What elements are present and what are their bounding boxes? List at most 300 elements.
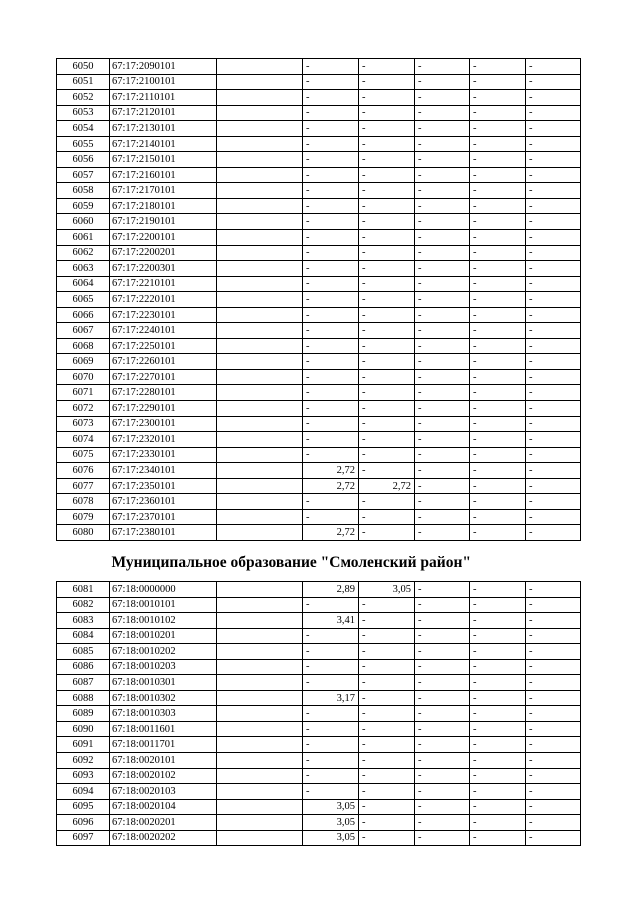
description-cell	[217, 463, 303, 479]
value-cell-4: -	[470, 768, 526, 784]
value-cell-2: -	[359, 784, 415, 800]
value-cell-2: -	[359, 292, 415, 308]
table-row	[57, 276, 581, 292]
value-cell-1: -	[303, 152, 359, 168]
table-row	[57, 768, 581, 784]
cadastral-code-cell: 67:17:2210101	[110, 276, 217, 292]
table-row	[57, 525, 581, 541]
row-number-cell: 6070	[57, 369, 110, 385]
value-cell-1: -	[303, 644, 359, 660]
cadastral-code-cell: 67:17:2350101	[110, 478, 217, 494]
row-number-cell: 6090	[57, 721, 110, 737]
value-cell-5: -	[526, 830, 581, 846]
table-row	[57, 644, 581, 660]
value-cell-1: -	[303, 416, 359, 432]
value-cell-4: -	[470, 494, 526, 510]
value-cell-2: -	[359, 136, 415, 152]
row-number-cell: 6068	[57, 338, 110, 354]
value-cell-2: -	[359, 675, 415, 691]
cadastral-code-cell: 67:17:2270101	[110, 369, 217, 385]
value-cell-3: -	[415, 323, 470, 339]
value-cell-4: -	[470, 152, 526, 168]
value-cell-2: -	[359, 690, 415, 706]
description-cell	[217, 198, 303, 214]
value-cell-4: -	[470, 525, 526, 541]
value-cell-4: -	[470, 59, 526, 75]
value-cell-5: -	[526, 245, 581, 261]
value-cell-1: -	[303, 276, 359, 292]
value-cell-2: -	[359, 737, 415, 753]
table-row	[57, 706, 581, 722]
cadastral-code-cell: 67:18:0010302	[110, 690, 217, 706]
description-cell	[217, 525, 303, 541]
row-number-cell: 6082	[57, 597, 110, 613]
value-cell-1: 3,05	[303, 815, 359, 831]
table-row	[57, 369, 581, 385]
value-cell-5: -	[526, 214, 581, 230]
value-cell-2: -	[359, 447, 415, 463]
table-row	[57, 509, 581, 525]
table-row	[57, 447, 581, 463]
value-cell-2: -	[359, 105, 415, 121]
value-cell-5: -	[526, 105, 581, 121]
value-cell-5: -	[526, 230, 581, 246]
cadastral-code-cell: 67:18:0020103	[110, 784, 217, 800]
value-cell-3: -	[415, 136, 470, 152]
value-cell-3: -	[415, 432, 470, 448]
value-cell-2: -	[359, 385, 415, 401]
description-cell	[217, 830, 303, 846]
value-cell-4: -	[470, 597, 526, 613]
value-cell-3: -	[415, 152, 470, 168]
table-row	[57, 494, 581, 510]
value-cell-2: -	[359, 432, 415, 448]
value-cell-2: -	[359, 768, 415, 784]
value-cell-4: -	[470, 198, 526, 214]
value-cell-2: -	[359, 494, 415, 510]
table-row	[57, 59, 581, 75]
cadastral-code-cell: 67:17:2290101	[110, 401, 217, 417]
value-cell-3: -	[415, 354, 470, 370]
value-cell-1: -	[303, 369, 359, 385]
value-cell-5: -	[526, 478, 581, 494]
row-number-cell: 6076	[57, 463, 110, 479]
value-cell-1: -	[303, 307, 359, 323]
document-page	[56, 58, 580, 846]
cadastral-code-cell: 67:18:0010203	[110, 659, 217, 675]
value-cell-3: -	[415, 659, 470, 675]
description-cell	[217, 799, 303, 815]
table-row	[57, 737, 581, 753]
value-cell-2: -	[359, 416, 415, 432]
description-cell	[217, 338, 303, 354]
value-cell-4: -	[470, 581, 526, 597]
cadastral-code-cell: 67:18:0020201	[110, 815, 217, 831]
table-row	[57, 292, 581, 308]
value-cell-3: -	[415, 261, 470, 277]
description-cell	[217, 90, 303, 106]
value-cell-3: -	[415, 385, 470, 401]
row-number-cell: 6093	[57, 768, 110, 784]
description-cell	[217, 261, 303, 277]
row-number-cell: 6064	[57, 276, 110, 292]
value-cell-2: -	[359, 183, 415, 199]
description-cell	[217, 706, 303, 722]
value-cell-3: -	[415, 675, 470, 691]
description-cell	[217, 369, 303, 385]
description-cell	[217, 74, 303, 90]
cadastral-code-cell: 67:17:2280101	[110, 385, 217, 401]
value-cell-4: -	[470, 261, 526, 277]
value-cell-5: -	[526, 784, 581, 800]
description-cell	[217, 628, 303, 644]
row-number-cell: 6065	[57, 292, 110, 308]
description-cell	[217, 152, 303, 168]
cadastral-code-cell: 67:17:2300101	[110, 416, 217, 432]
description-cell	[217, 784, 303, 800]
value-cell-3: -	[415, 494, 470, 510]
value-cell-4: -	[470, 432, 526, 448]
value-cell-3: -	[415, 628, 470, 644]
description-cell	[217, 478, 303, 494]
value-cell-2: -	[359, 830, 415, 846]
description-cell	[217, 245, 303, 261]
value-cell-1: -	[303, 261, 359, 277]
value-cell-5: -	[526, 737, 581, 753]
value-cell-5: -	[526, 628, 581, 644]
table-row	[57, 230, 581, 246]
value-cell-3: -	[415, 784, 470, 800]
value-cell-2: -	[359, 167, 415, 183]
value-cell-2: -	[359, 463, 415, 479]
value-cell-1: -	[303, 737, 359, 753]
value-cell-4: -	[470, 276, 526, 292]
value-cell-1: -	[303, 385, 359, 401]
value-cell-4: -	[470, 385, 526, 401]
value-cell-3: -	[415, 463, 470, 479]
row-number-cell: 6078	[57, 494, 110, 510]
description-cell	[217, 613, 303, 629]
value-cell-5: -	[526, 307, 581, 323]
row-number-cell: 6061	[57, 230, 110, 246]
row-number-cell: 6091	[57, 737, 110, 753]
value-cell-3: -	[415, 690, 470, 706]
description-cell	[217, 721, 303, 737]
description-cell	[217, 416, 303, 432]
value-cell-3: -	[415, 752, 470, 768]
value-cell-5: -	[526, 136, 581, 152]
value-cell-1: 3,17	[303, 690, 359, 706]
value-cell-4: -	[470, 447, 526, 463]
value-cell-1: -	[303, 105, 359, 121]
value-cell-3: -	[415, 644, 470, 660]
value-cell-5: -	[526, 74, 581, 90]
table-row	[57, 675, 581, 691]
table-row	[57, 478, 581, 494]
value-cell-3: -	[415, 509, 470, 525]
description-cell	[217, 307, 303, 323]
value-cell-4: -	[470, 323, 526, 339]
row-number-cell: 6097	[57, 830, 110, 846]
row-number-cell: 6069	[57, 354, 110, 370]
cadastral-code-cell: 67:17:2120101	[110, 105, 217, 121]
table-row	[57, 799, 581, 815]
value-cell-2: -	[359, 525, 415, 541]
cadastral-code-cell: 67:17:2220101	[110, 292, 217, 308]
description-cell	[217, 644, 303, 660]
cadastral-code-cell: 67:17:2260101	[110, 354, 217, 370]
value-cell-2: 3,05	[359, 581, 415, 597]
value-cell-4: -	[470, 815, 526, 831]
description-cell	[217, 675, 303, 691]
value-cell-4: -	[470, 401, 526, 417]
row-number-cell: 6089	[57, 706, 110, 722]
table-row	[57, 338, 581, 354]
value-cell-2: 2,72	[359, 478, 415, 494]
value-cell-4: -	[470, 90, 526, 106]
value-cell-1: -	[303, 183, 359, 199]
value-cell-3: -	[415, 183, 470, 199]
value-cell-1: 2,72	[303, 525, 359, 541]
value-cell-4: -	[470, 737, 526, 753]
value-cell-2: -	[359, 230, 415, 246]
table-row	[57, 613, 581, 629]
value-cell-3: -	[415, 121, 470, 137]
value-cell-3: -	[415, 338, 470, 354]
row-number-cell: 6053	[57, 105, 110, 121]
value-cell-2: -	[359, 721, 415, 737]
cadastral-code-cell: 67:17:2110101	[110, 90, 217, 106]
row-number-cell: 6051	[57, 74, 110, 90]
value-cell-1: -	[303, 768, 359, 784]
value-cell-2: -	[359, 245, 415, 261]
description-cell	[217, 323, 303, 339]
row-number-cell: 6062	[57, 245, 110, 261]
value-cell-4: -	[470, 354, 526, 370]
table-row	[57, 214, 581, 230]
row-number-cell: 6081	[57, 581, 110, 597]
cadastral-code-cell: 67:17:2130101	[110, 121, 217, 137]
value-cell-5: -	[526, 276, 581, 292]
value-cell-5: -	[526, 121, 581, 137]
value-cell-1: -	[303, 245, 359, 261]
value-cell-3: -	[415, 105, 470, 121]
value-cell-5: -	[526, 447, 581, 463]
value-cell-1: 3,41	[303, 613, 359, 629]
row-number-cell: 6059	[57, 198, 110, 214]
value-cell-4: -	[470, 245, 526, 261]
value-cell-1: -	[303, 323, 359, 339]
value-cell-4: -	[470, 690, 526, 706]
value-cell-3: -	[415, 292, 470, 308]
table-row	[57, 581, 581, 597]
value-cell-5: -	[526, 463, 581, 479]
value-cell-1: -	[303, 706, 359, 722]
description-cell	[217, 581, 303, 597]
value-cell-4: -	[470, 167, 526, 183]
value-cell-5: -	[526, 385, 581, 401]
description-cell	[217, 690, 303, 706]
row-number-cell: 6087	[57, 675, 110, 691]
value-cell-3: -	[415, 416, 470, 432]
value-cell-1: -	[303, 659, 359, 675]
value-cell-4: -	[470, 74, 526, 90]
value-cell-3: -	[415, 815, 470, 831]
cadastral-code-cell: 67:18:0010101	[110, 597, 217, 613]
value-cell-3: -	[415, 167, 470, 183]
section-header-row	[57, 540, 581, 581]
cadastral-code-cell: 67:17:2340101	[110, 463, 217, 479]
table-row	[57, 152, 581, 168]
value-cell-3: -	[415, 768, 470, 784]
table-row	[57, 354, 581, 370]
value-cell-5: -	[526, 338, 581, 354]
value-cell-1: 2,89	[303, 581, 359, 597]
description-cell	[217, 768, 303, 784]
value-cell-3: -	[415, 59, 470, 75]
description-cell	[217, 230, 303, 246]
value-cell-3: -	[415, 245, 470, 261]
value-cell-5: -	[526, 323, 581, 339]
value-cell-1: -	[303, 198, 359, 214]
value-cell-5: -	[526, 509, 581, 525]
row-number-cell: 6050	[57, 59, 110, 75]
cadastral-code-cell: 67:18:0010202	[110, 644, 217, 660]
value-cell-5: -	[526, 799, 581, 815]
value-cell-4: -	[470, 105, 526, 121]
table-row	[57, 690, 581, 706]
table-row	[57, 416, 581, 432]
value-cell-4: -	[470, 214, 526, 230]
table-row	[57, 597, 581, 613]
value-cell-5: -	[526, 597, 581, 613]
cadastral-code-cell: 67:18:0010303	[110, 706, 217, 722]
description-cell	[217, 292, 303, 308]
cadastral-code-cell: 67:17:2230101	[110, 307, 217, 323]
row-number-cell: 6079	[57, 509, 110, 525]
description-cell	[217, 659, 303, 675]
value-cell-3: -	[415, 369, 470, 385]
row-number-cell: 6052	[57, 90, 110, 106]
value-cell-2: -	[359, 276, 415, 292]
value-cell-5: -	[526, 59, 581, 75]
row-number-cell: 6083	[57, 613, 110, 629]
table-row	[57, 261, 581, 277]
value-cell-2: -	[359, 628, 415, 644]
cadastral-code-cell: 67:18:0010201	[110, 628, 217, 644]
value-cell-2: -	[359, 799, 415, 815]
value-cell-1: -	[303, 784, 359, 800]
value-cell-1: -	[303, 752, 359, 768]
value-cell-4: -	[470, 292, 526, 308]
value-cell-3: -	[415, 597, 470, 613]
table-row	[57, 136, 581, 152]
value-cell-2: -	[359, 323, 415, 339]
value-cell-4: -	[470, 369, 526, 385]
value-cell-5: -	[526, 706, 581, 722]
value-cell-2: -	[359, 644, 415, 660]
row-number-cell: 6075	[57, 447, 110, 463]
value-cell-5: -	[526, 416, 581, 432]
value-cell-1: -	[303, 509, 359, 525]
value-cell-2: -	[359, 752, 415, 768]
cadastral-code-cell: 67:17:2380101	[110, 525, 217, 541]
cadastral-code-cell: 67:17:2180101	[110, 198, 217, 214]
cadastral-code-cell: 67:18:0010301	[110, 675, 217, 691]
description-cell	[217, 597, 303, 613]
cadastral-code-cell: 67:18:0020102	[110, 768, 217, 784]
row-number-cell: 6084	[57, 628, 110, 644]
value-cell-2: -	[359, 261, 415, 277]
table-row	[57, 323, 581, 339]
table-row	[57, 815, 581, 831]
cadastral-code-cell: 67:18:0020101	[110, 752, 217, 768]
value-cell-5: -	[526, 152, 581, 168]
row-number-cell: 6063	[57, 261, 110, 277]
cadastral-code-cell: 67:18:0010102	[110, 613, 217, 629]
value-cell-4: -	[470, 136, 526, 152]
value-cell-5: -	[526, 752, 581, 768]
value-cell-4: -	[470, 416, 526, 432]
value-cell-5: -	[526, 90, 581, 106]
cadastral-code-cell: 67:17:2200101	[110, 230, 217, 246]
value-cell-4: -	[470, 121, 526, 137]
table-row	[57, 198, 581, 214]
value-cell-5: -	[526, 494, 581, 510]
value-cell-5: -	[526, 198, 581, 214]
value-cell-5: -	[526, 721, 581, 737]
value-cell-4: -	[470, 628, 526, 644]
value-cell-3: -	[415, 478, 470, 494]
value-cell-2: -	[359, 74, 415, 90]
value-cell-1: 2,72	[303, 463, 359, 479]
value-cell-5: -	[526, 369, 581, 385]
value-cell-4: -	[470, 230, 526, 246]
value-cell-2: -	[359, 338, 415, 354]
value-cell-3: -	[415, 721, 470, 737]
value-cell-1: -	[303, 354, 359, 370]
value-cell-1: 2,72	[303, 478, 359, 494]
value-cell-4: -	[470, 463, 526, 479]
value-cell-1: -	[303, 121, 359, 137]
value-cell-5: -	[526, 292, 581, 308]
cadastral-code-cell: 67:17:2190101	[110, 214, 217, 230]
value-cell-2: -	[359, 307, 415, 323]
value-cell-5: -	[526, 581, 581, 597]
cadastral-code-cell: 67:17:2090101	[110, 59, 217, 75]
description-cell	[217, 737, 303, 753]
value-cell-2: -	[359, 152, 415, 168]
value-cell-1: -	[303, 401, 359, 417]
description-cell	[217, 752, 303, 768]
value-cell-1: -	[303, 292, 359, 308]
value-cell-4: -	[470, 675, 526, 691]
value-cell-5: -	[526, 354, 581, 370]
value-cell-1: -	[303, 230, 359, 246]
value-cell-3: -	[415, 90, 470, 106]
value-cell-5: -	[526, 261, 581, 277]
cadastral-code-cell: 67:18:0020104	[110, 799, 217, 815]
description-cell	[217, 214, 303, 230]
description-cell	[217, 136, 303, 152]
cadastral-code-cell: 67:18:0000000	[110, 581, 217, 597]
table-row	[57, 105, 581, 121]
value-cell-4: -	[470, 478, 526, 494]
cadastral-code-cell: 67:18:0020202	[110, 830, 217, 846]
value-cell-3: -	[415, 401, 470, 417]
value-cell-5: -	[526, 675, 581, 691]
value-cell-4: -	[470, 307, 526, 323]
